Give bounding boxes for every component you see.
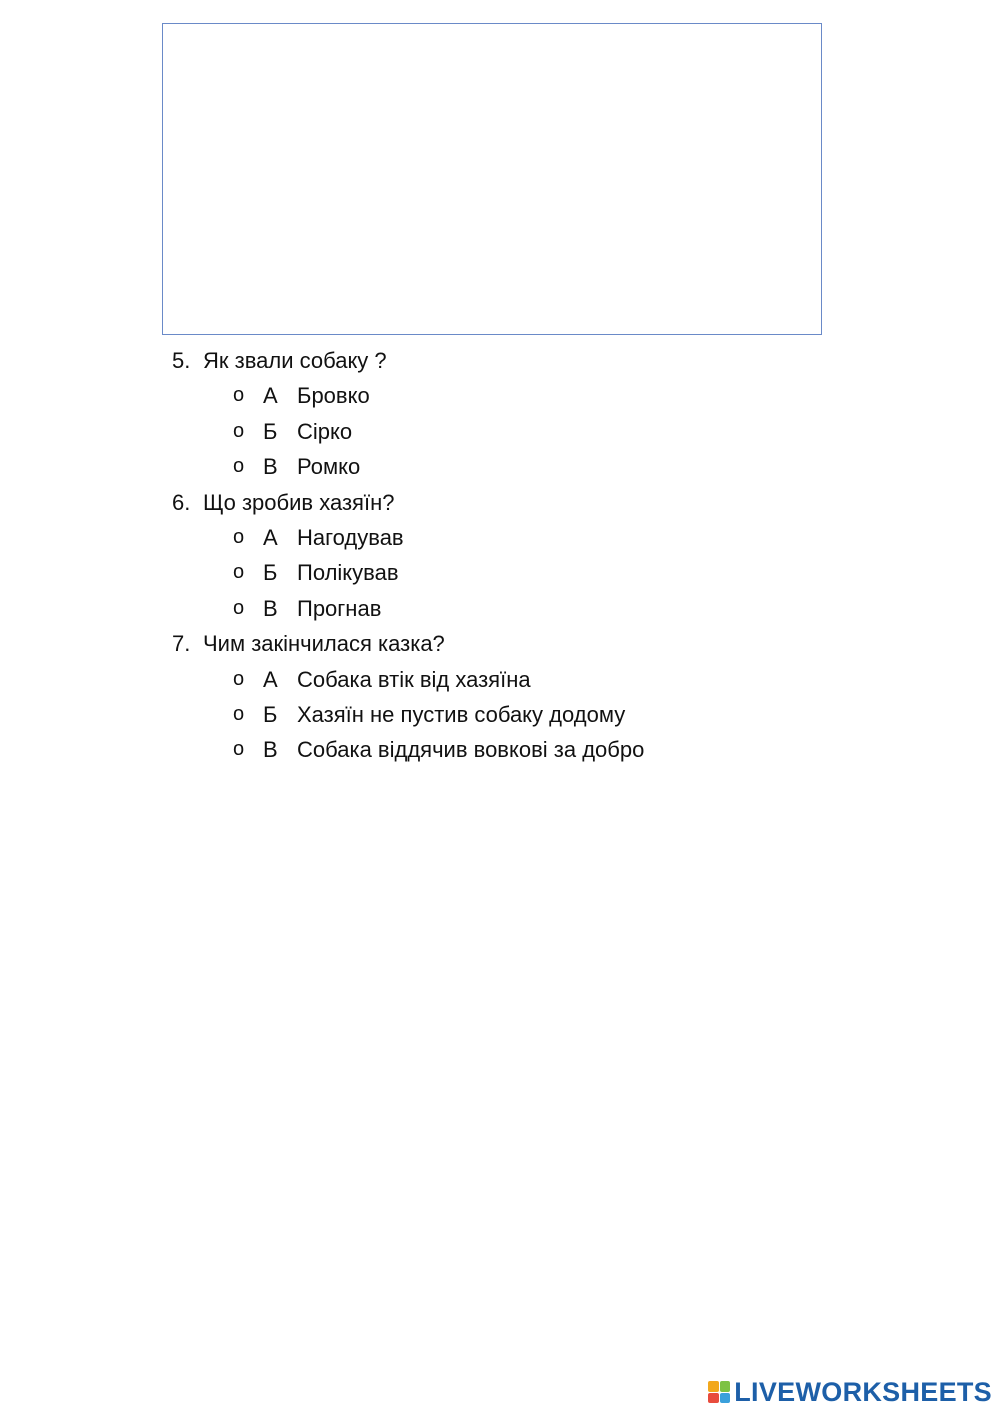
question-text: Що зробив хазяїн? (203, 489, 395, 515)
option-text: Бровко (297, 383, 370, 409)
question-line (0, 485, 1000, 520)
quiz (0, 343, 1000, 768)
option-text: Сірко (297, 418, 353, 444)
bullet-icon: o (233, 738, 245, 761)
bullet-icon: o (233, 561, 245, 584)
option-c[interactable] (0, 591, 1000, 626)
option-letter: Б (263, 418, 278, 444)
option-a[interactable] (0, 662, 1000, 697)
question-line (0, 343, 1000, 378)
option-text: Хазяїн не пустив собаку додому (297, 701, 626, 727)
question-text: Чим закінчилася казка? (203, 631, 445, 657)
option-text: Прогнав (297, 595, 382, 621)
option-b[interactable] (0, 555, 1000, 590)
logo-text: LIVEWORKSHEETS (734, 1376, 992, 1407)
question-number: 7. (172, 631, 191, 657)
question-7 (0, 626, 1000, 768)
option-letter: А (263, 666, 278, 692)
bullet-icon: o (233, 455, 245, 478)
option-letter: Б (263, 560, 278, 586)
option-text: Ромко (297, 454, 361, 480)
option-c[interactable] (0, 449, 1000, 484)
option-text: Собака втік від хазяїна (297, 666, 531, 692)
bullet-icon: o (233, 384, 245, 407)
option-text: Собака віддячив вовкові за добро (297, 737, 645, 763)
bullet-icon: o (233, 419, 245, 442)
option-letter: В (263, 595, 278, 621)
question-text: Як звали собаку ? (203, 348, 387, 373)
option-b[interactable] (0, 697, 1000, 732)
option-letter: Б (263, 701, 278, 727)
logo-square (708, 1393, 719, 1404)
bullet-icon: o (233, 667, 245, 690)
liveworksheets-logo[interactable] (708, 1377, 992, 1407)
answer-box[interactable] (162, 23, 822, 335)
logo-square (720, 1393, 731, 1404)
option-text: Полікував (297, 560, 399, 586)
option-text: Нагодував (297, 524, 404, 550)
logo-square (708, 1381, 719, 1392)
question-5 (0, 343, 1000, 485)
question-number: 5. (172, 348, 191, 373)
option-letter: В (263, 737, 278, 763)
option-letter: А (263, 383, 278, 409)
question-6 (0, 485, 1000, 627)
bullet-icon: o (233, 525, 245, 548)
bullet-icon: o (233, 702, 245, 725)
option-b[interactable] (0, 414, 1000, 449)
option-a[interactable] (0, 520, 1000, 555)
logo-icon (708, 1381, 730, 1403)
option-letter: А (263, 524, 278, 550)
question-number: 6. (172, 489, 191, 515)
option-letter: В (263, 454, 278, 480)
question-line (0, 626, 1000, 661)
bullet-icon: o (233, 596, 245, 619)
option-c[interactable] (0, 732, 1000, 767)
logo-square (720, 1381, 731, 1392)
option-a[interactable] (0, 378, 1000, 413)
